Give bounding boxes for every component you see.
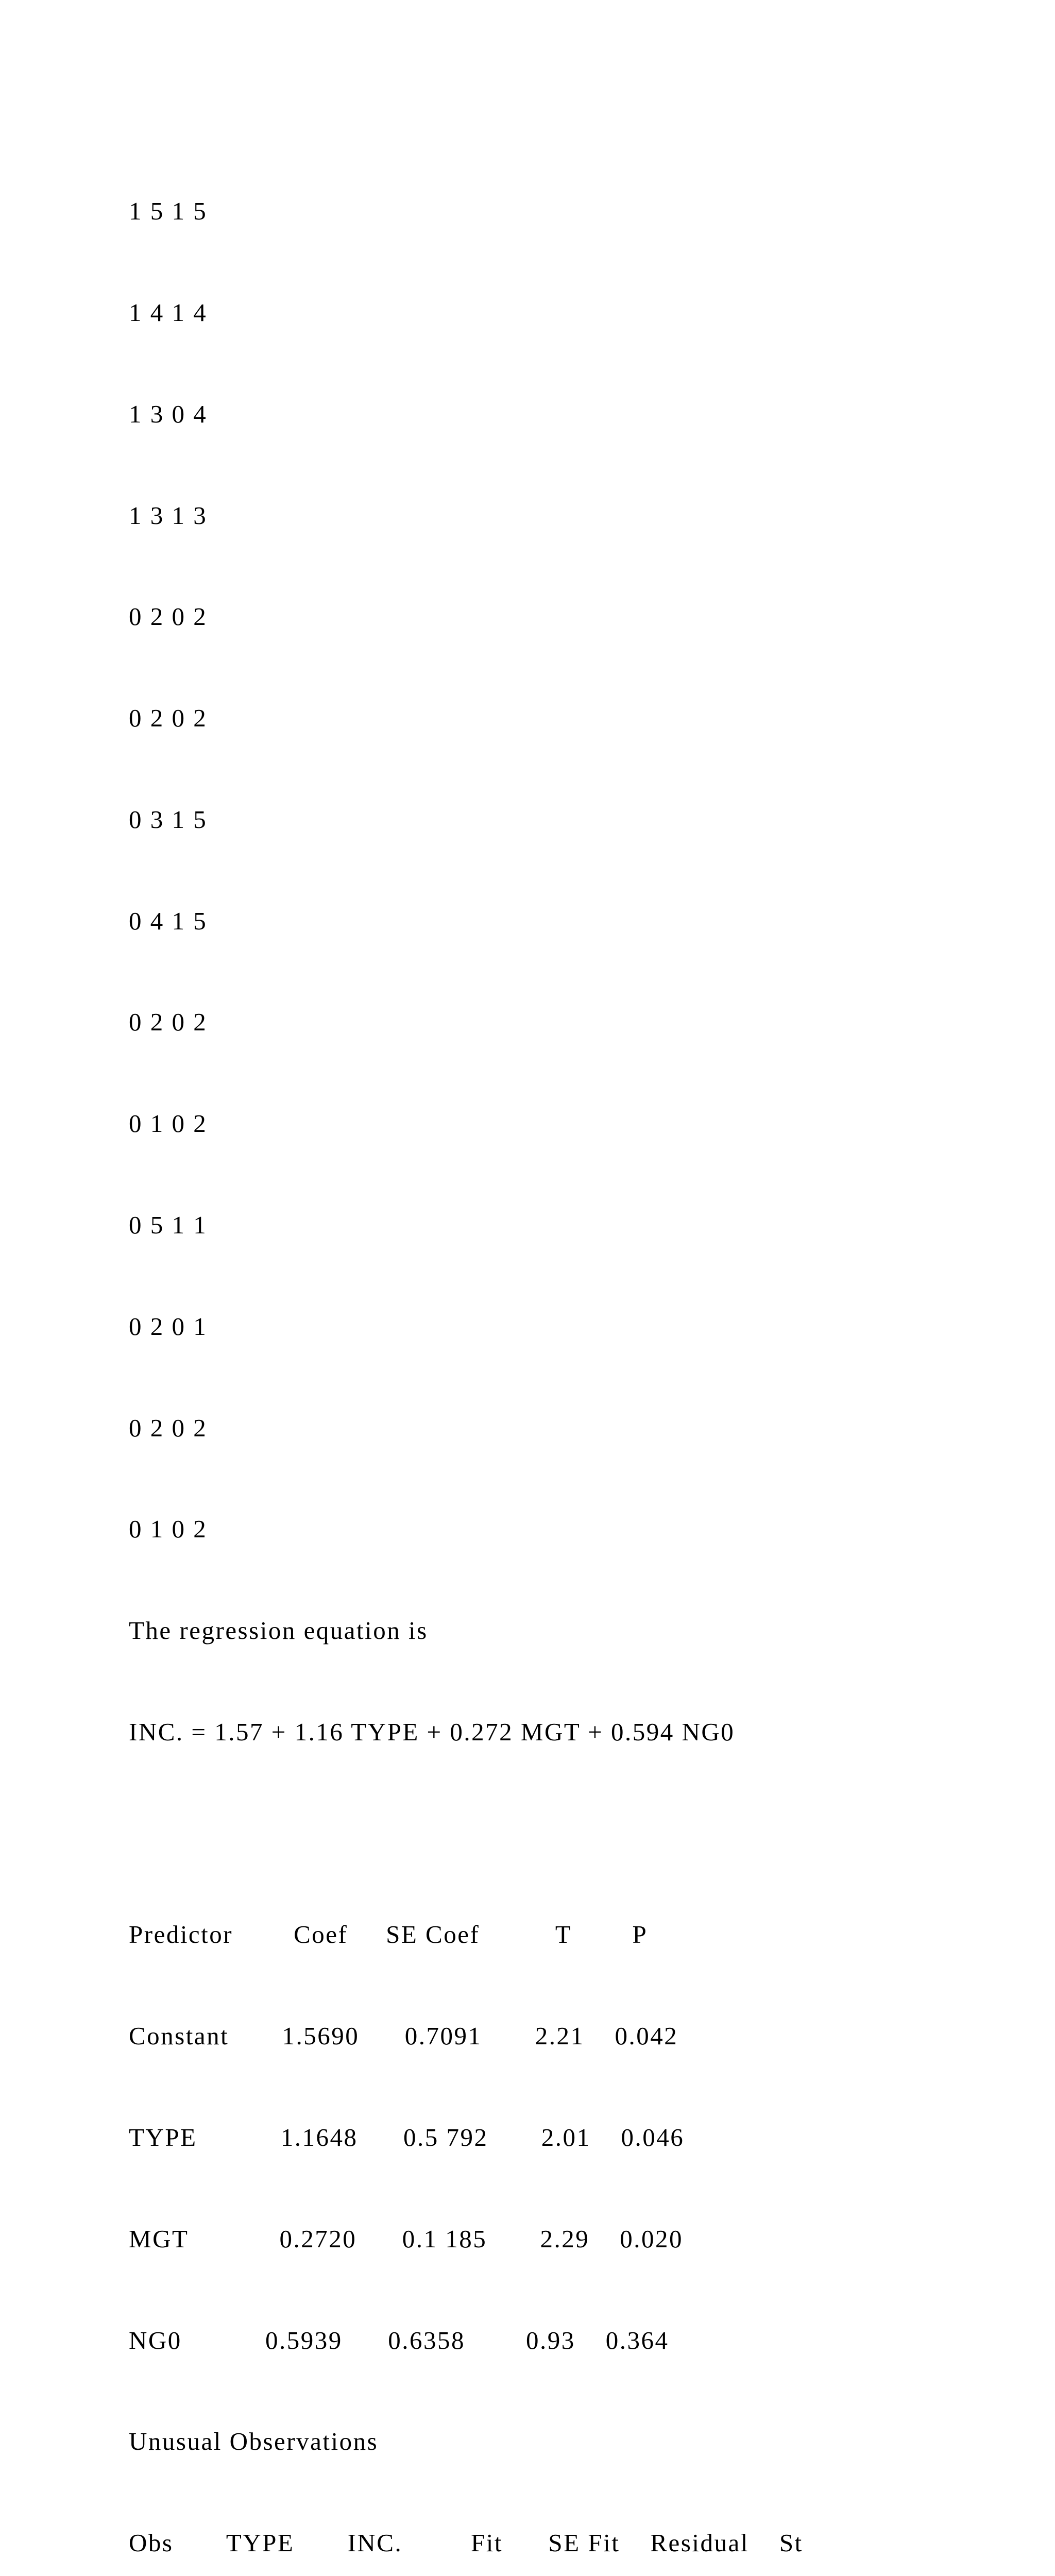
- data-row: 0 2 0 2: [129, 704, 208, 733]
- data-row: 0 2 0 2: [129, 1413, 208, 1442]
- regression-heading: The regression equation is: [129, 1616, 428, 1645]
- predictor-row-type: TYPE 1.1648 0.5 792 2.01 0.046: [129, 2123, 685, 2152]
- data-row: 0 3 1 5: [129, 805, 208, 834]
- predictor-row-constant: Constant 1.5690 0.7091 2.21 0.042: [129, 2022, 678, 2050]
- predictor-row-ng0: NG0 0.5939 0.6358 0.93 0.364: [129, 2326, 669, 2354]
- data-row: 0 1 0 2: [129, 1109, 208, 1138]
- data-row: 1 3 0 4: [129, 399, 208, 428]
- data-row: 1 3 1 3: [129, 501, 208, 530]
- data-row: 0 2 0 2: [129, 1008, 208, 1037]
- observations-table-header: Obs TYPE INC. Fit SE Fit Residual St: [129, 2529, 803, 2557]
- data-row: 0 5 1 1: [129, 1211, 208, 1239]
- data-row: 0 4 1 5: [129, 906, 208, 935]
- regression-equation: INC. = 1.57 + 1.16 TYPE + 0.272 MGT + 0.594 NG0: [129, 1717, 735, 1746]
- data-row: 0 2 0 1: [129, 1312, 208, 1341]
- data-row: 0 2 0 2: [129, 602, 208, 631]
- blank-line: [129, 1817, 979, 1851]
- predictor-row-mgt: MGT 0.2720 0.1 185 2.29 0.020: [129, 2224, 684, 2253]
- document-body: [129, 127, 979, 2576]
- data-row: 1 4 1 4: [129, 298, 208, 327]
- predictor-table-header: Predictor Coef SE Coef T P: [129, 1920, 648, 1949]
- data-row: 0 1 0 2: [129, 1515, 208, 1544]
- data-row: 1 5 1 5: [129, 197, 208, 226]
- unusual-observations-heading: Unusual Observations: [129, 2427, 379, 2456]
